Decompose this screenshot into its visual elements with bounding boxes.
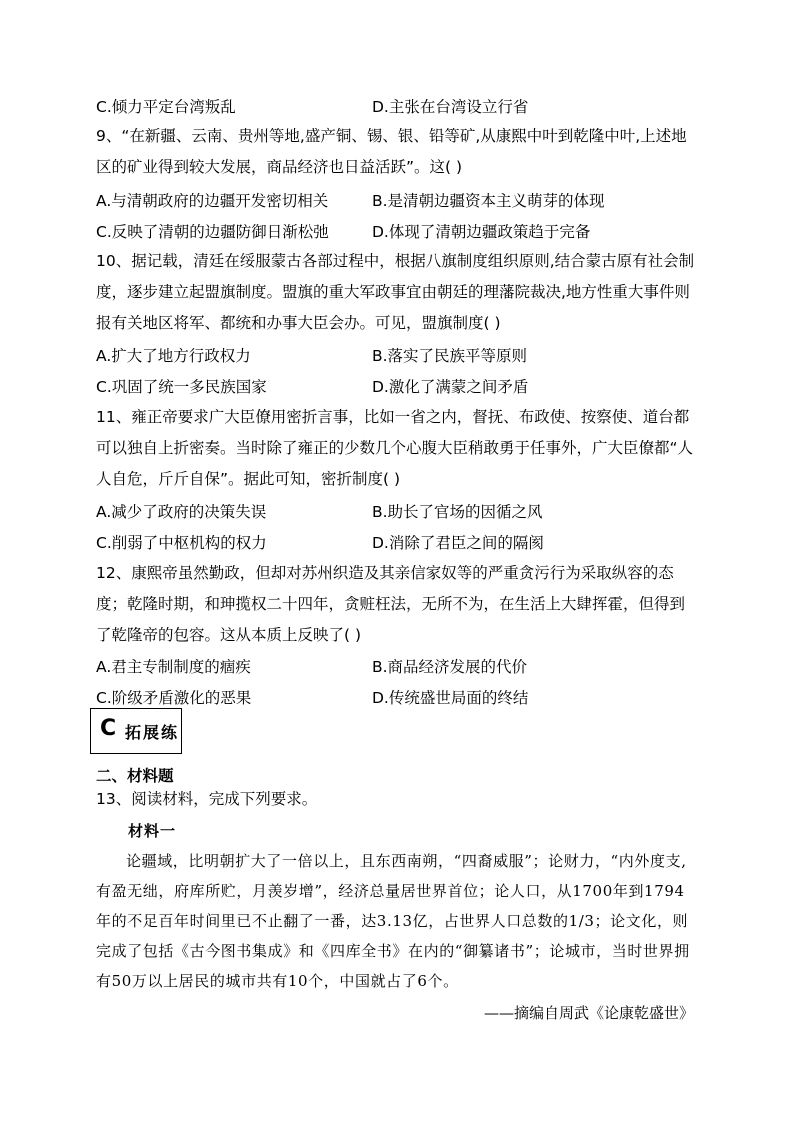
q9-option-c[interactable]: C.反映了清朝的边疆防御日渐松弛 <box>96 223 329 241</box>
q11-stem: 11、雍正帝要求广大臣僚用密折言事，比如一省之内，督抚、布政使、按察使、道台都可以独自上折密奏。当时除了雍正的少数几个心腹大臣稍敢勇于任事外，广大臣僚都“人人自危，斤斤自保”。据此可知，密折制度( ) <box>96 408 694 488</box>
q9-options-cd <box>96 221 699 243</box>
section-heading: 二、材料题 <box>96 767 174 785</box>
q11-option-c[interactable]: C.削弱了中枢机构的权力 <box>96 534 267 552</box>
q10-option-b[interactable]: B.落实了民族平等原则 <box>372 347 528 365</box>
q10-stem: 10、据记载，清廷在绥服蒙古各部过程中，根据八旗制度组织原则,结合蒙古原有社会制度，逐步建立起盟旗制度。盟旗的重大军政事宜由朝廷的理藩院裁决,地方性重大事件则报有关地区将军、都统和办事大臣会办。可见，盟旗制度( ) <box>96 252 695 332</box>
q10-options-ab <box>96 345 699 367</box>
q12-option-d[interactable]: D.传统盛世局面的终结 <box>372 689 529 707</box>
q9-options-ab <box>96 190 699 212</box>
q12-stem: 12、康熙帝虽然勤政，但却对苏州织造及其亲信家奴等的严重贪污行为采取纵容的态度；乾隆时期，和珅揽权二十四年，贪赃枉法，无所不为，在生活上大肆挥霍，但得到了乾隆帝的包容。这从本质上反映了( ) <box>96 564 686 644</box>
q12-option-c[interactable]: C.阶级矛盾激化的恶果 <box>96 689 252 707</box>
q11-option-d[interactable]: D.消除了君臣之间的隔阂 <box>372 534 544 552</box>
q11-option-a[interactable]: A.减少了政府的决策失误 <box>96 503 267 521</box>
q9-option-a[interactable]: A.与清朝政府的边疆开发密切相关 <box>96 192 329 210</box>
q11-options-ab <box>96 501 699 523</box>
q9-stem: 9、“在新疆、云南、贵州等地,盛产铜、锡、银、铅等矿,从康熙中叶到乾隆中叶,上述地区的矿业得到较大发展，商品经济也日益活跃”。这( ) <box>96 127 687 176</box>
material-source: ——摘编自周武《论康乾盛世》 <box>483 1004 694 1022</box>
q12-options-cd <box>96 687 699 709</box>
q8-option-d[interactable]: D.主张在台湾设立行省 <box>372 98 529 116</box>
q11-option-b[interactable]: B.助长了官场的因循之风 <box>372 503 543 521</box>
q12-options-ab <box>96 656 699 678</box>
q10-options-cd <box>96 376 699 398</box>
q10-option-c[interactable]: C.巩固了统一多民族国家 <box>96 378 267 396</box>
section-box-title: 拓展练 <box>125 723 180 742</box>
q9-option-d[interactable]: D.体现了清朝边疆政策趋于完备 <box>372 223 591 241</box>
q10-option-a[interactable]: A.扩大了地方行政权力 <box>96 347 251 365</box>
q13-stem: 13、阅读材料，完成下列要求。 <box>96 790 318 808</box>
q8-option-c[interactable]: C.倾力平定台湾叛乱 <box>96 98 236 116</box>
material-title: 材料一 <box>128 822 177 840</box>
q11-options-cd <box>96 532 699 554</box>
q12-option-a[interactable]: A.君主专制制度的痼疾 <box>96 658 251 676</box>
section-box-extension <box>90 708 182 754</box>
q8-options-cd <box>96 96 699 118</box>
section-box-letter: C <box>100 716 117 741</box>
q9-option-b[interactable]: B.是清朝边疆资本主义萌芽的体现 <box>372 192 605 210</box>
material-text: 论疆域，比明朝扩大了一倍以上，且东西南朔，“四裔威服”；论财力，“内外度支,有盈无绌，府库所贮，月羡岁增”，经济总量居世界首位；论人口，从1700年到1794年的不足百年时间里已不止翻了一番，达3.13亿，占世界人口总数的1/3；论文化，则完成了包括《古今图书集成》和《四库全书》在内的“御纂诸书”；论城市，当时世界拥有50万以上居民的城市共有10个，中国就占了6个。 <box>96 852 690 990</box>
q10-option-d[interactable]: D.激化了满蒙之间矛盾 <box>372 378 529 396</box>
q12-option-b[interactable]: B.商品经济发展的代价 <box>372 658 528 676</box>
